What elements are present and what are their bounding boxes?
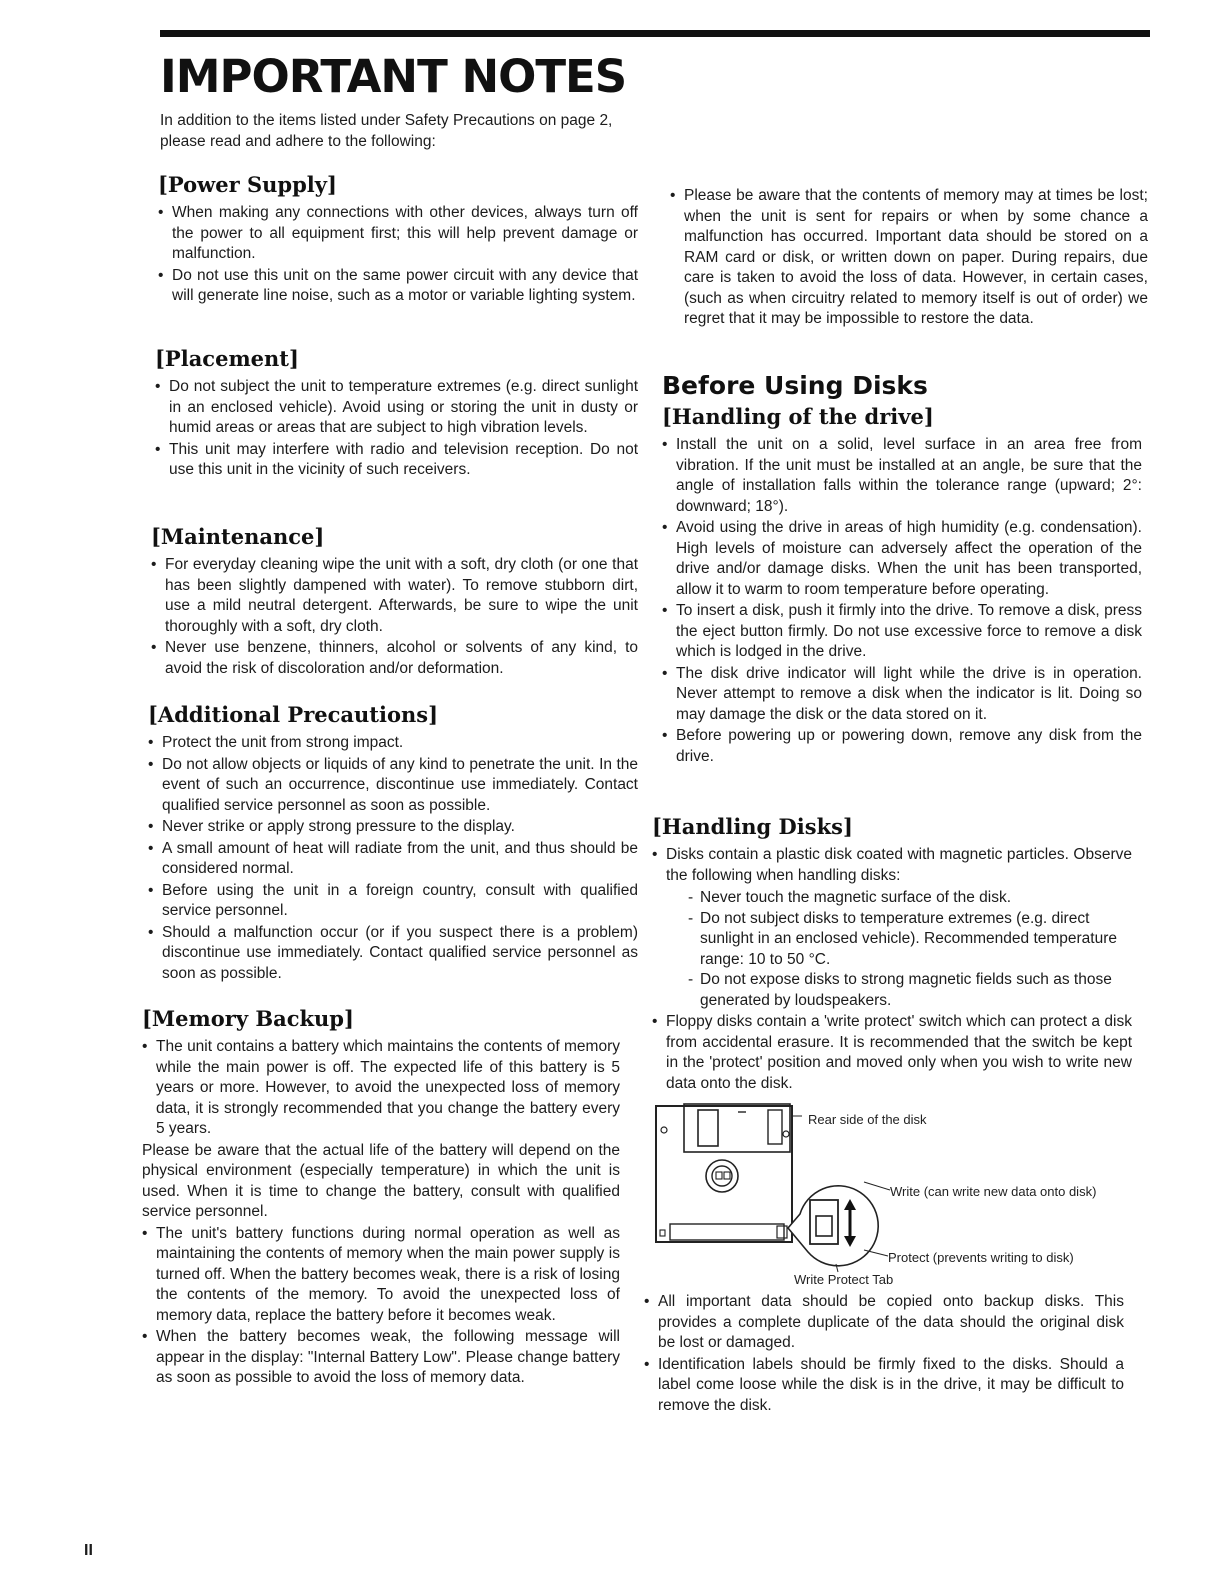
section-handling-disks xyxy=(652,814,1132,1095)
disk-shutter xyxy=(684,1104,790,1152)
list-item: • Do not allow objects or liquids of any kind to penetrate the unit. In the event of such an occurrence, discontinue use immediately. Contact qualified service personnel as soon as possible. xyxy=(148,755,638,817)
list-item: • A small amount of heat will radiate from the unit, and thus should be considered normal. xyxy=(148,839,638,880)
disk-label-area xyxy=(670,1224,784,1240)
label-protect: Protect (prevents writing to disk) xyxy=(888,1250,1074,1265)
magnifier-callout xyxy=(788,1186,878,1266)
list-item: • Should a malfunction occur (or if you suspect there is a problem) discontinue use immediately. Contact qualified service personnel as soon as possible. xyxy=(148,923,638,985)
page-number: II xyxy=(84,1542,93,1559)
floppy-disk-diagram xyxy=(650,1100,1130,1292)
list-item: • Disks contain a plastic disk coated with magnetic particles. Observe the following when handling disks: xyxy=(652,845,1132,886)
list-item: • Never use benzene, thinners, alcohol or solvents of any kind, to avoid the risk of discoloration and/or deformation. xyxy=(151,638,638,679)
list-item: • Identification labels should be firmly fixed to the disks. Should a label come loose while the disk is in the drive, it may be difficult to remove the disk. xyxy=(644,1355,1124,1417)
section-heading: [Additional Precautions] xyxy=(148,702,439,727)
section-title: Before Using Disks xyxy=(662,371,928,400)
dash-item: - Do not expose disks to strong magnetic fields such as those generated by loudspeakers. xyxy=(688,970,1132,1011)
intro-text: In addition to the items listed under Safety Precautions on page 2, please read and adhere to the following: xyxy=(160,112,613,150)
section-placement xyxy=(155,346,638,482)
list-item: • Protect the unit from strong impact. xyxy=(148,733,638,754)
list-item: • Do not use this unit on the same power circuit with any device that will generate line noise, such as a motor or variable lighting system. xyxy=(158,266,638,307)
page-title: IMPORTANT NOTES xyxy=(160,50,627,103)
list-item: • When making any connections with other devices, always turn off the power to all equipment first; this will help prevent damage or malfunction. xyxy=(158,203,638,265)
section-heading: [Maintenance] xyxy=(151,524,325,549)
list-item: • The unit's battery functions during normal operation as well as maintaining the contents of memory when the main power supply is turned off. When the battery becomes weak, there is a risk of losing the contents of the memory. To avoid the unexpected loss of memory data, replace the battery before it becomes weak. xyxy=(142,1224,620,1327)
list-item: • Avoid using the drive in areas of high humidity (e.g. condensation). High levels of moisture can adversely affect the operation of the drive and/or damage disks. When the unit has been transported, allow it to warm to room temperature before operating. xyxy=(662,518,1142,600)
label-write-protect-tab: Write Protect Tab xyxy=(794,1272,894,1287)
label-write: Write (can write new data onto disk) xyxy=(890,1184,1097,1199)
list-item: • This unit may interfere with radio and television reception. Do not use this unit in the vicinity of such receivers. xyxy=(155,440,638,481)
header-rule xyxy=(160,30,1150,37)
list-item: • All important data should be copied onto backup disks. This provides a complete duplicate of the data should the original disk be lost or damaged. xyxy=(644,1292,1124,1354)
section-handling-disks-cont xyxy=(644,1292,1124,1417)
list-item: • Please be aware that the contents of memory may at times be lost; when the unit is sent for repairs or when by some chance a malfunction has occurred. Important data should be stored on a RAM card or disk, or written down on paper. During repairs, due care is taken to avoid the loss of data. However, in certain cases, (such as when circuitry related to memory itself is out of order) we regret that it may be impossible to restore the data. xyxy=(670,186,1148,330)
list-item: • Install the unit on a solid, level surface in an area free from vibration. If the unit must be installed at an angle, be sure that the angle of installation falls within the tolerance range (upward; 2°: downward; 18°). xyxy=(662,435,1142,517)
section-additional-precautions xyxy=(148,702,638,985)
section-heading: [Handling of the drive] xyxy=(662,404,934,429)
label-rear-side: Rear side of the disk xyxy=(808,1112,927,1127)
list-item: • Before using the unit in a foreign country, consult with qualified service personnel. xyxy=(148,881,638,922)
list-item: • When the battery becomes weak, the following message will appear in the display: "Internal Battery Low". Please change battery as soon as possible to avoid the loss of memory data. xyxy=(142,1327,620,1389)
list-item: • Floppy disks contain a 'write protect' switch which can protect a disk from accidental erasure. It is recommended that the switch be kept in the 'protect' position and moved only when you wish to write new data onto the disk. xyxy=(652,1012,1132,1094)
memory-loss-note xyxy=(670,186,1148,331)
list-item: • For everyday cleaning wipe the unit with a soft, dry cloth (or one that has been slightly dampened with water). To remove stubborn dirt, use a mild neutral detergent. Afterwards, be sure to wipe the unit thoroughly with a soft, dry cloth. xyxy=(151,555,638,637)
section-heading: [Power Supply] xyxy=(158,172,337,197)
shutter-window xyxy=(698,1110,718,1146)
section-memory-backup xyxy=(142,1006,620,1390)
section-heading: [Handling Disks] xyxy=(652,814,853,839)
shutter-slot xyxy=(768,1110,782,1144)
dash-item: - Do not subject disks to temperature extremes (e.g. direct sunlight in an enclosed vehicle). Recommended temperature range: 10 to 50 °C. xyxy=(688,909,1132,971)
list-item: • Do not subject the unit to temperature extremes (e.g. direct sunlight in an enclosed vehicle). Avoid using or storing the unit in dusty or humid areas or areas that are subject to high vibration levels. xyxy=(155,377,638,439)
list-item: • The unit contains a battery which maintains the contents of memory while the main power is off. The expected life of this battery is 5 years or more. However, to avoid the unexpected loss of memory data, it is strongly recommended that you change the battery every 5 years. xyxy=(142,1037,620,1140)
list-item: • The disk drive indicator will light while the drive is in operation. Never attempt to remove a disk when the indicator is lit. Doing so may damage the disk or the data stored on it. xyxy=(662,664,1142,726)
section-maintenance xyxy=(151,524,638,680)
section-power-supply xyxy=(158,172,638,308)
list-item: • Before powering up or powering down, remove any disk from the drive. xyxy=(662,726,1142,767)
section-before-using-disks xyxy=(662,370,1142,768)
section-heading: [Memory Backup] xyxy=(142,1006,354,1031)
disk-hole-icon xyxy=(783,1131,789,1137)
disk-hole-icon xyxy=(661,1127,667,1133)
list-item: • To insert a disk, push it firmly into the drive. To remove a disk, press the eject button firmly. Do not use excessive force to remove a disk which is lodged in the drive. xyxy=(662,601,1142,663)
dash-item: - Never touch the magnetic surface of the disk. xyxy=(688,888,1132,909)
section-heading: [Placement] xyxy=(155,346,299,371)
battery-life-note: Please be aware that the actual life of the battery will depend on the physical environment (especially temperature) in which the unit is used. When it is time to change the battery, consult with qualified service personnel. xyxy=(142,1141,620,1220)
list-item: • Never strike or apply strong pressure to the display. xyxy=(148,817,638,838)
